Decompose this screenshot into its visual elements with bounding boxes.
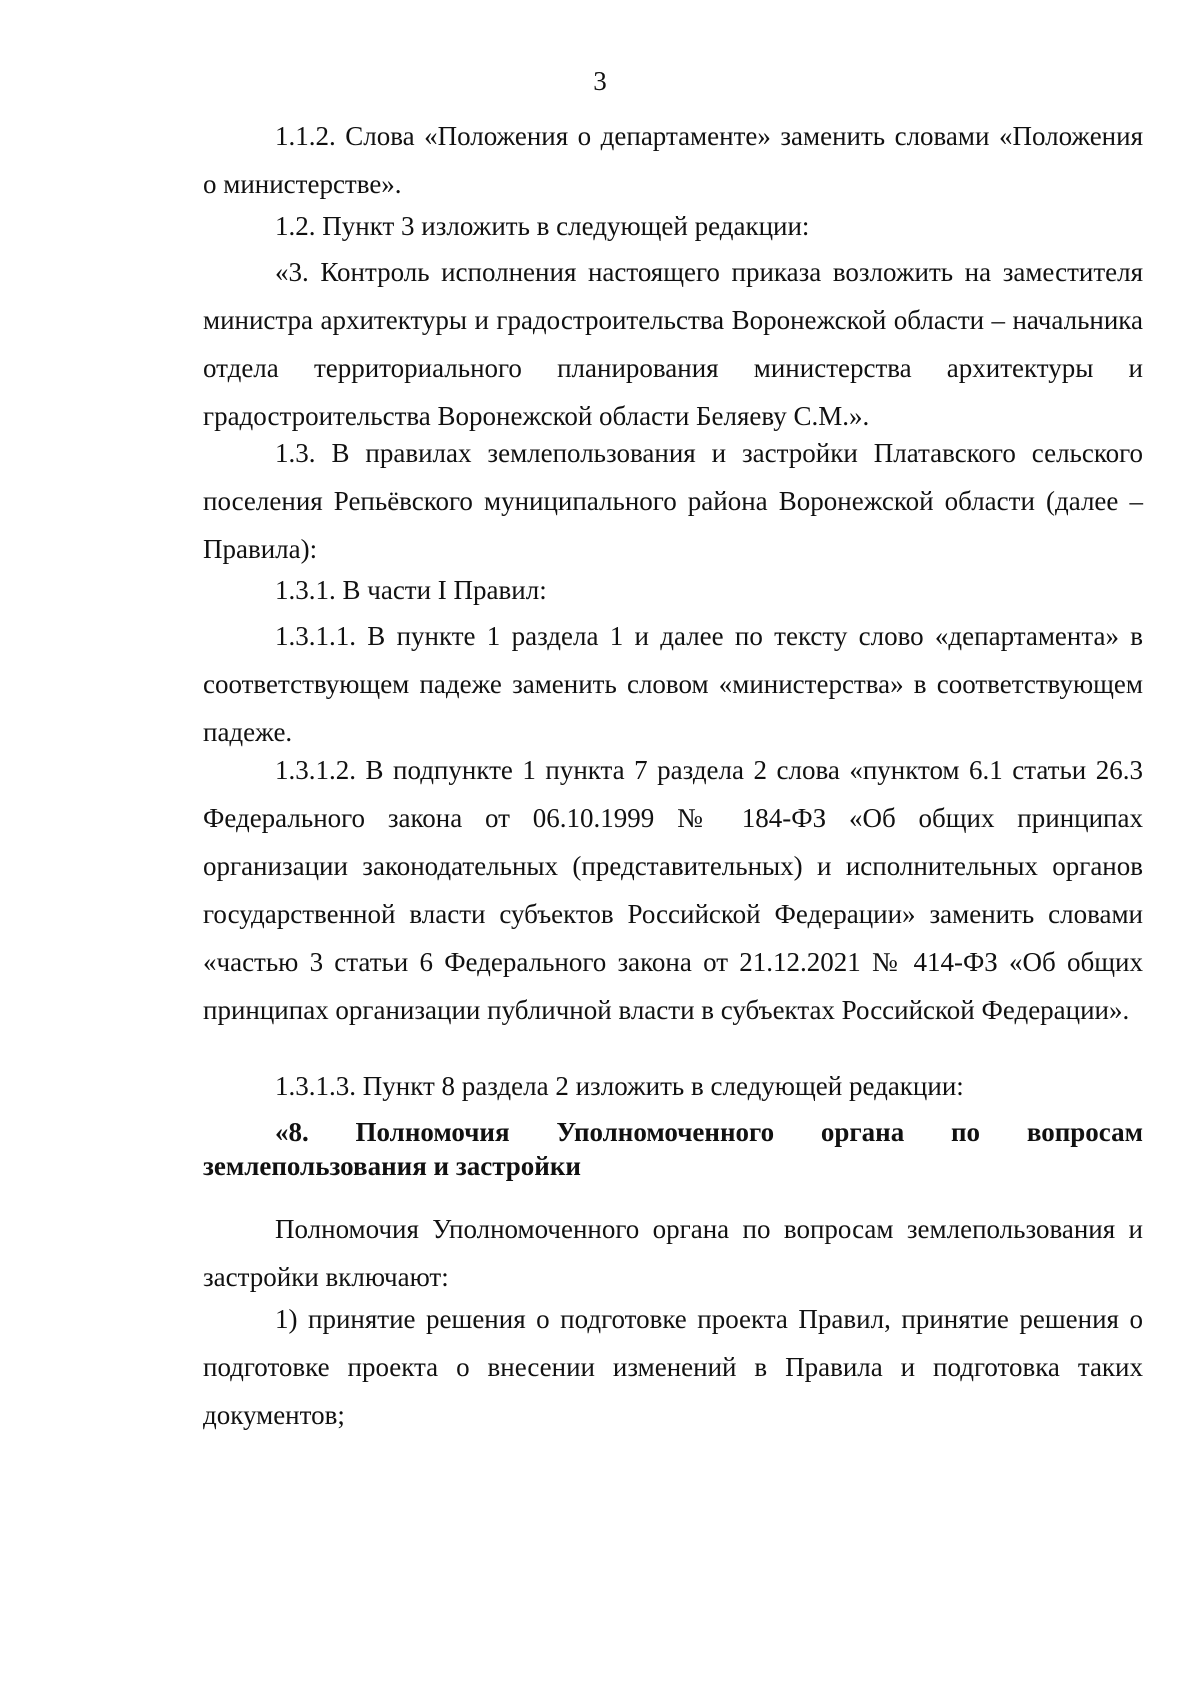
paragraph-1-3-1-3: 1.3.1.3. Пункт 8 раздела 2 изложить в следующей редакции: (275, 1071, 964, 1101)
paragraph-1-3-1-2: 1.3.1.2. В подпункте 1 пункта 7 раздела 2 слова «пунктом 6.1 статьи 26.3 Федерального закона от 06.10.1999 № 184-ФЗ «Об общих принципах организации законодательных (представительных) и исполнительных органов государственной власти субъектов Российской Федерации» заменить словами «частью 3 статьи 6 Федерального закона от 21.12.2021 № 414-ФЗ «Об общих принципах организации публичной власти в субъектах Российской Федерации». (203, 755, 1143, 1025)
paragraph-item-3: «3. Контроль исполнения настоящего приказа возложить на заместителя министра архитектуры и градостроительства Воронежской области – начальника отдела территориального планирования министерства архитектуры и градостроительства Воронежской области Беляеву С.М.». (203, 257, 1143, 431)
page-number: 3 (593, 66, 607, 96)
paragraph-powers-intro: Полномочия Уполномоченного органа по вопросам землепользования и застройки включают: (203, 1214, 1143, 1292)
paragraph-1-3: 1.3. В правилах землепользования и застройки Платавского сельского поселения Репьёвского муниципального района Воронежской области (далее – Правила): (203, 438, 1143, 564)
list-item-1: 1) принятие решения о подготовке проекта Правил, принятие решения о подготовке проекта о внесении изменений в Правила и подготовка таких документов; (203, 1304, 1143, 1430)
paragraph-1-3-1-1: 1.3.1.1. В пункте 1 раздела 1 и далее по тексту слово «департамента» в соответствующем падеже заменить словом «министерства» в соответствующем падеже. (203, 621, 1143, 747)
paragraph-1-3-1: 1.3.1. В части I Правил: (275, 575, 547, 605)
section-heading-8: «8. Полномочия Уполномоченного органа по вопросам землепользования и застройки (203, 1117, 1143, 1181)
paragraph-1-2: 1.2. Пункт 3 изложить в следующей редакции: (275, 211, 810, 241)
paragraph-1-1-2: 1.1.2. Слова «Положения о департаменте» заменить словами «Положения о министерстве». (203, 121, 1143, 199)
